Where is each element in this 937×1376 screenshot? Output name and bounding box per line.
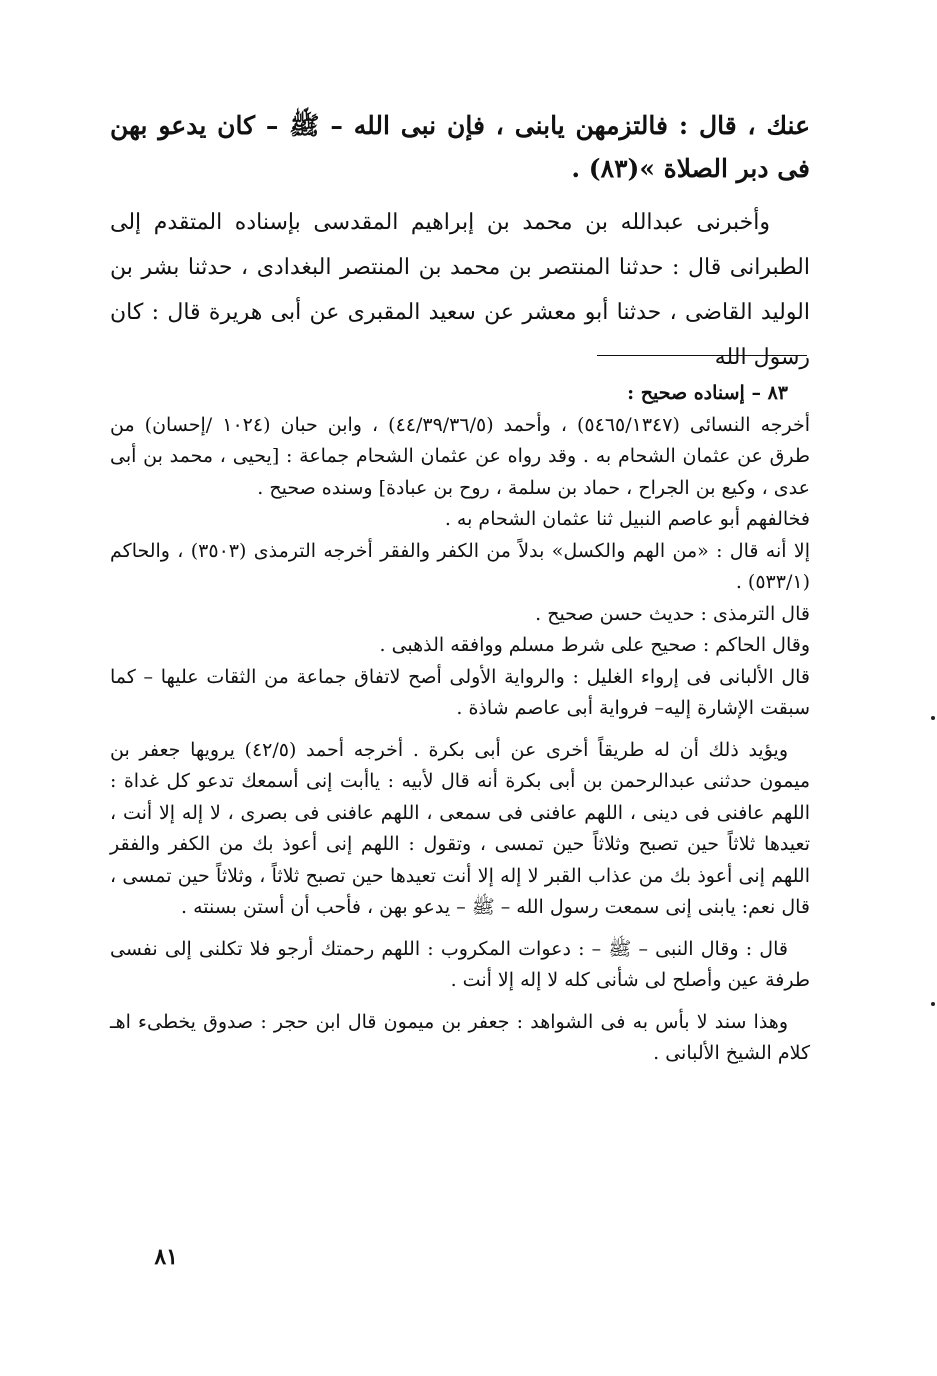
isnad-text: وأخبرنى عبدالله بن محمد بن إبراهيم المقدسى بإسناده المتقدم إلى الطبرانى قال : حدثنا المنتصر بن محمد بن المنتصر البغدادى ، حدثنا بشر بن الوليد القاضى ، حدثنا أبو معشر عن سعيد المقبرى عن أبى هريرة قال : كان رسول الله <box>110 210 810 370</box>
footnote-paragraph-6: قال الألبانى فى إرواء الغليل : والرواية الأولى أصح لاتفاق جماعة من الثقات عليها – كما سبقت الإشارة إليه– فرواية أبى عاصم شاذة . <box>110 665 810 719</box>
footnote-paragraph-7: ويؤيد ذلك أن له طريقاً أخرى عن أبى بكرة . أخرجه أحمد (٤٢/٥) يرويها جعفر بن ميمون حدثنى عبدالرحمن بن أبى بكرة أنه قال لأبيه : ياأبت إنى أسمعك تدعو كل غداة : اللهم عافنى فى دينى ، اللهم عافنى فى سمعى ، اللهم عافنى فى بصرى ، لا إله إلا أنت ، تعيدها ثلاثاً حين تصبح وثلاثاً حين تمسى ، وتقول : اللهم إنى أعوذ بك من الكفر والفقر اللهم إنى أعوذ بك من عذاب القبر لا إله إلا أنت تعيدها حين تصبح ثلاثاً ، وثلاثاً حين تمسى ، قال نعم: يابنى إنى سمعت رسول الله – ﷺ – يدعو بهن ، فأحب أن أستن بسنته . <box>110 738 810 918</box>
footnote-paragraph-2: فخالفهم أبو عاصم النبيل ثنا عثمان الشحام به . <box>444 508 810 530</box>
hadith-text-bold: عنك ، قال : فالتزمهن يابنى ، فإن نبى الله – ﷺ – كان يدعو بهن فى دبر الصلاة »(٨٣) . <box>110 111 810 183</box>
isnad-paragraph <box>110 200 810 380</box>
footnote-paragraph-1: أخرجه النسائى (٥٤٦٥/١٣٤٧) ، وأحمد (٤٤/٣٩/٣٦/٥) ، وابن حبان (١٠٢٤ /إحسان) من طرق عن عثمان الشحام به . وقد رواه عن عثمان الشحام جماعة : [يحيى ، محمد بن أبى عدى ، وكيع بن الجراح ، حماد بن سلمة ، روح بن عبادة] وسنده صحيح . <box>110 413 811 499</box>
page-number: ٨١ <box>154 1244 178 1270</box>
footnote-paragraph-9: وهذا سند لا بأس به فى الشواهد : جعفر بن ميمون قال ابن حجر : صدوق يخطىء اهـ كلام الشيخ الألبانى . <box>110 1010 810 1064</box>
footnote-paragraph-4: قال الترمذى : حديث حسن صحيح . <box>535 602 810 625</box>
footnotes-section <box>110 378 810 1070</box>
scan-speck <box>931 716 935 720</box>
footnote-title: ٨٣ – إسناده صحيح : <box>627 382 788 404</box>
footnote-divider <box>597 355 807 356</box>
scan-speck <box>931 1002 935 1006</box>
footnote-paragraph-8: قال : وقال النبى – ﷺ – : دعوات المكروب : اللهم رحمتك أرجو فلا تكلنى إلى نفسى طرفة عين وأصلح لى شأنى كله لا إله إلا أنت . <box>110 937 810 991</box>
footnote-paragraph-3: إلا أنه قال : «من الهم والكسل» بدلاً من الكفر والفقر أخرجه الترمذى (٣٥٠٣) ، والحاكم (٥٣٣/١) . <box>110 539 810 593</box>
footnote-paragraph-5: وقال الحاكم : صحيح على شرط مسلم ووافقه الذهبى . <box>379 634 810 656</box>
